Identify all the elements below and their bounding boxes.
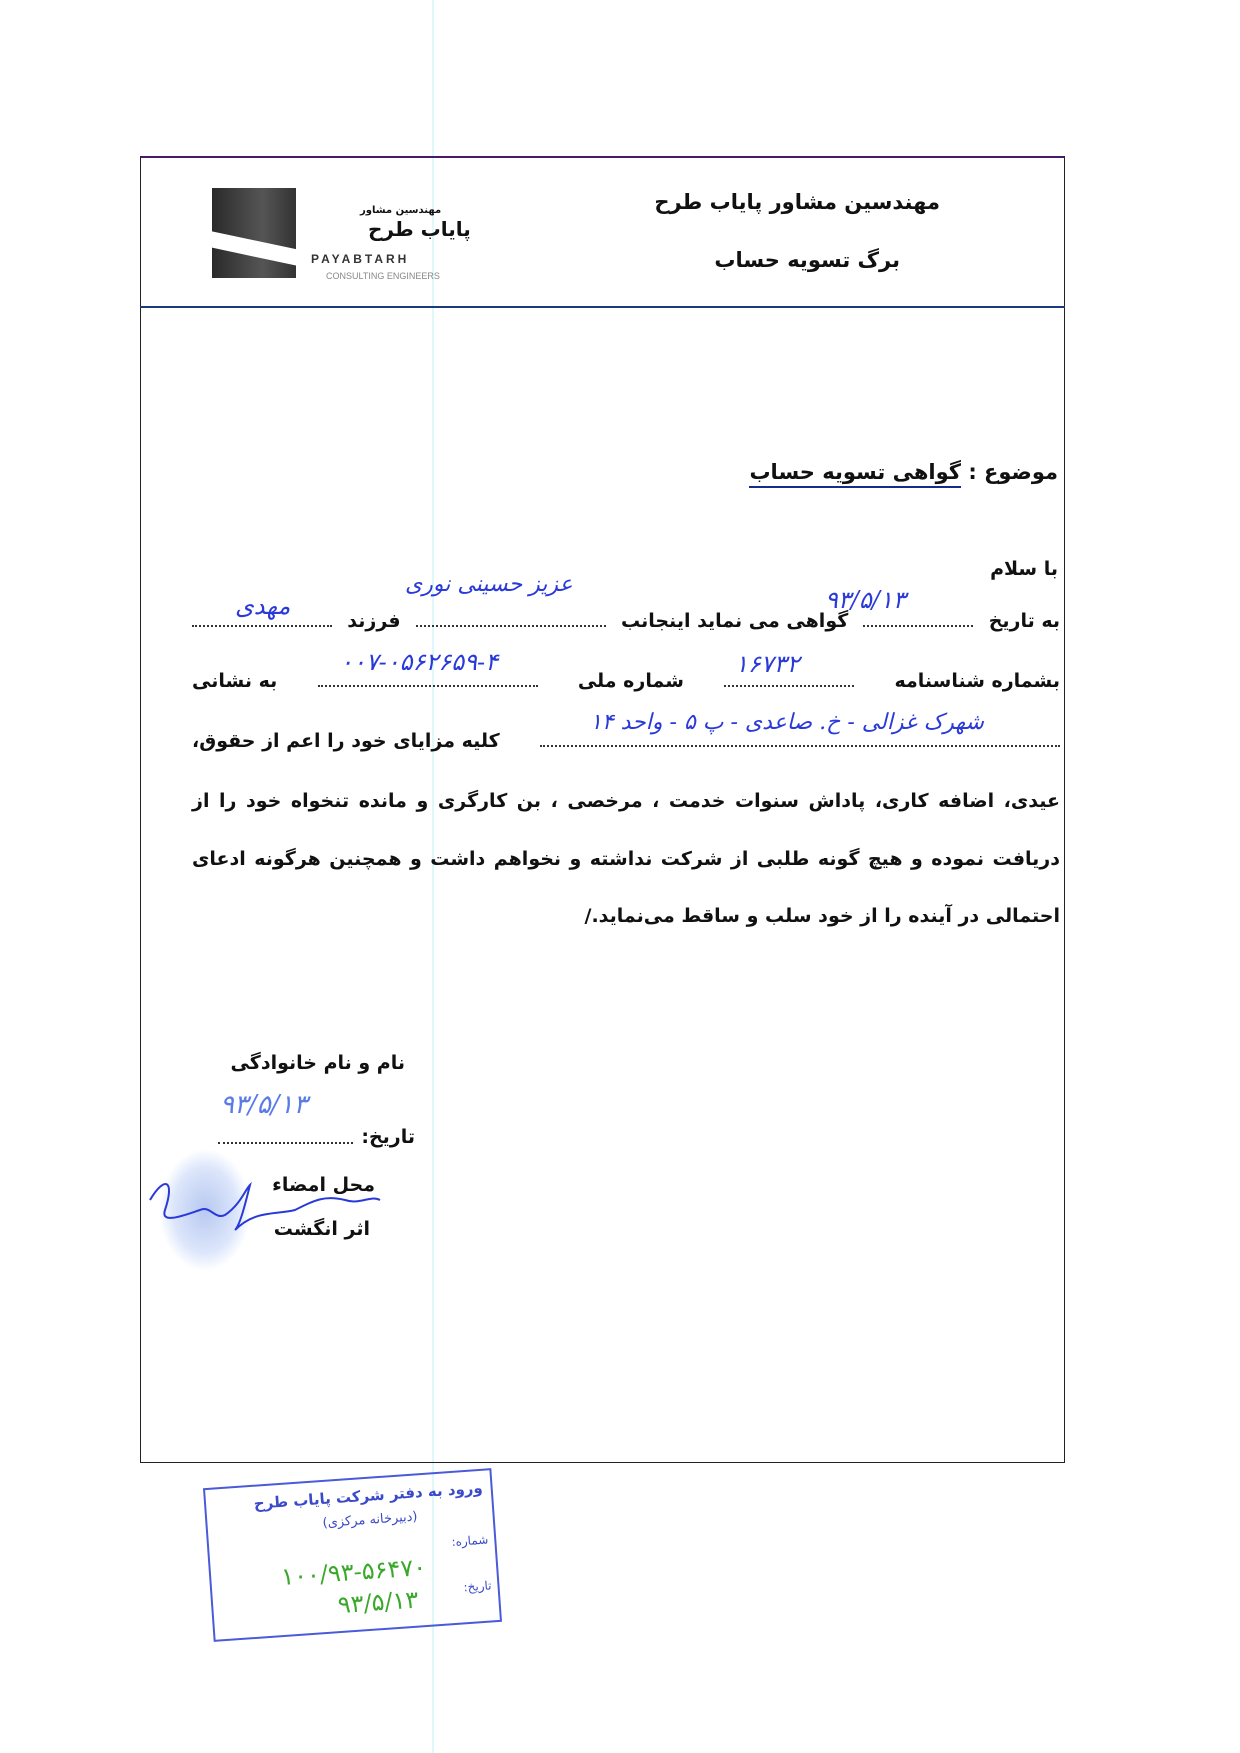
id-number-label: بشماره شناسنامه — [894, 670, 1060, 692]
stamp-date: ۹۳/۵/۱۳ — [336, 1585, 420, 1620]
subject-label: موضوع : — [968, 460, 1058, 484]
logo-text-fa-small: مهندسین مشاور — [360, 205, 442, 216]
logo-text-en: PAYABTARH — [311, 252, 410, 266]
logo-text-en-sub: CONSULTING ENGINEERS — [326, 271, 440, 281]
name-label: نام و نام خانوادگی — [230, 1052, 405, 1074]
handwritten-father: مهدی — [235, 592, 291, 620]
company-name: مهندسین مشاور پایاب طرح — [654, 190, 940, 214]
subject-line — [749, 460, 1058, 484]
header-divider — [140, 306, 1065, 308]
registry-stamp — [203, 1468, 502, 1642]
father-field — [192, 619, 332, 627]
address-field — [540, 739, 1060, 747]
handwritten-date: ۹۳/۵/۱۳ — [825, 586, 906, 614]
handwritten-name: عزیز حسینی نوری — [405, 572, 573, 597]
handwritten-address: شهرک غزالی - خ. صاعدی - پ ۵ - واحد ۱۴ — [590, 710, 984, 735]
body-text-5: دریافت نموده و هیچ گونه طلبی از شرکت نداشته و نخواهم داشت و همچنین هرگونه ادعای — [192, 848, 1060, 870]
body-line-5 — [192, 848, 1060, 870]
handwritten-sign-date: ۹۳/۵/۱۳ — [220, 1090, 308, 1120]
body-line-1 — [192, 610, 1060, 632]
body-line-6: احتمالی در آینده را از خود سلب و ساقط می‌نماید./ — [584, 905, 1060, 927]
body-line-2 — [192, 670, 1060, 692]
body-text-4: عیدی، اضافه کاری، پاداش سنوات خدمت ، مرخصی ، بن کارگری و مانده تنخواه خود را از — [192, 790, 1060, 812]
national-code-label: شماره ملی — [577, 670, 684, 692]
sign-date-field — [218, 1136, 353, 1144]
stamp-line-1: ورود به دفتر شرکت پایاب طرح — [253, 1478, 484, 1513]
id-number-field — [724, 679, 854, 687]
company-logo-mark — [212, 188, 296, 278]
stamp-number: ۱۰۰/۹۳-۵۶۴۷۰ — [280, 1552, 427, 1591]
handwritten-id-number: ۱۶۷۳۲ — [735, 650, 800, 678]
body-line-4 — [192, 790, 1060, 812]
handwritten-national-code: ۰۰۷-۰۵۶۲۶۵۹-۴ — [340, 648, 499, 676]
certify-text: گواهی می نماید اینجانب — [620, 610, 849, 632]
benefits-text: کلیه مزایای خود را اعم از حقوق، — [192, 730, 500, 752]
greeting: با سلام — [990, 558, 1058, 580]
subject-value: گواهی تسویه حساب — [749, 460, 961, 488]
logo-text-fa: پایاب طرح — [368, 217, 471, 241]
date-label: به تاریخ — [988, 610, 1060, 632]
signature-label: محل امضاء — [272, 1174, 375, 1196]
stamp-date-label: تاریخ: — [463, 1578, 492, 1595]
national-code-field — [318, 679, 538, 687]
form-title: برگ تسویه حساب — [714, 248, 900, 272]
address-label: به نشانی — [192, 670, 278, 692]
date-field — [863, 619, 973, 627]
date-label-bottom: تاریخ: — [361, 1126, 415, 1148]
father-label: فرزند — [347, 610, 401, 632]
stamp-number-label: شماره: — [451, 1532, 489, 1550]
name-field — [416, 619, 606, 627]
fingerprint-label: اثر انگشت — [273, 1218, 370, 1240]
stamp-line-2: (دبیرخانه مرکزی) — [322, 1509, 419, 1531]
